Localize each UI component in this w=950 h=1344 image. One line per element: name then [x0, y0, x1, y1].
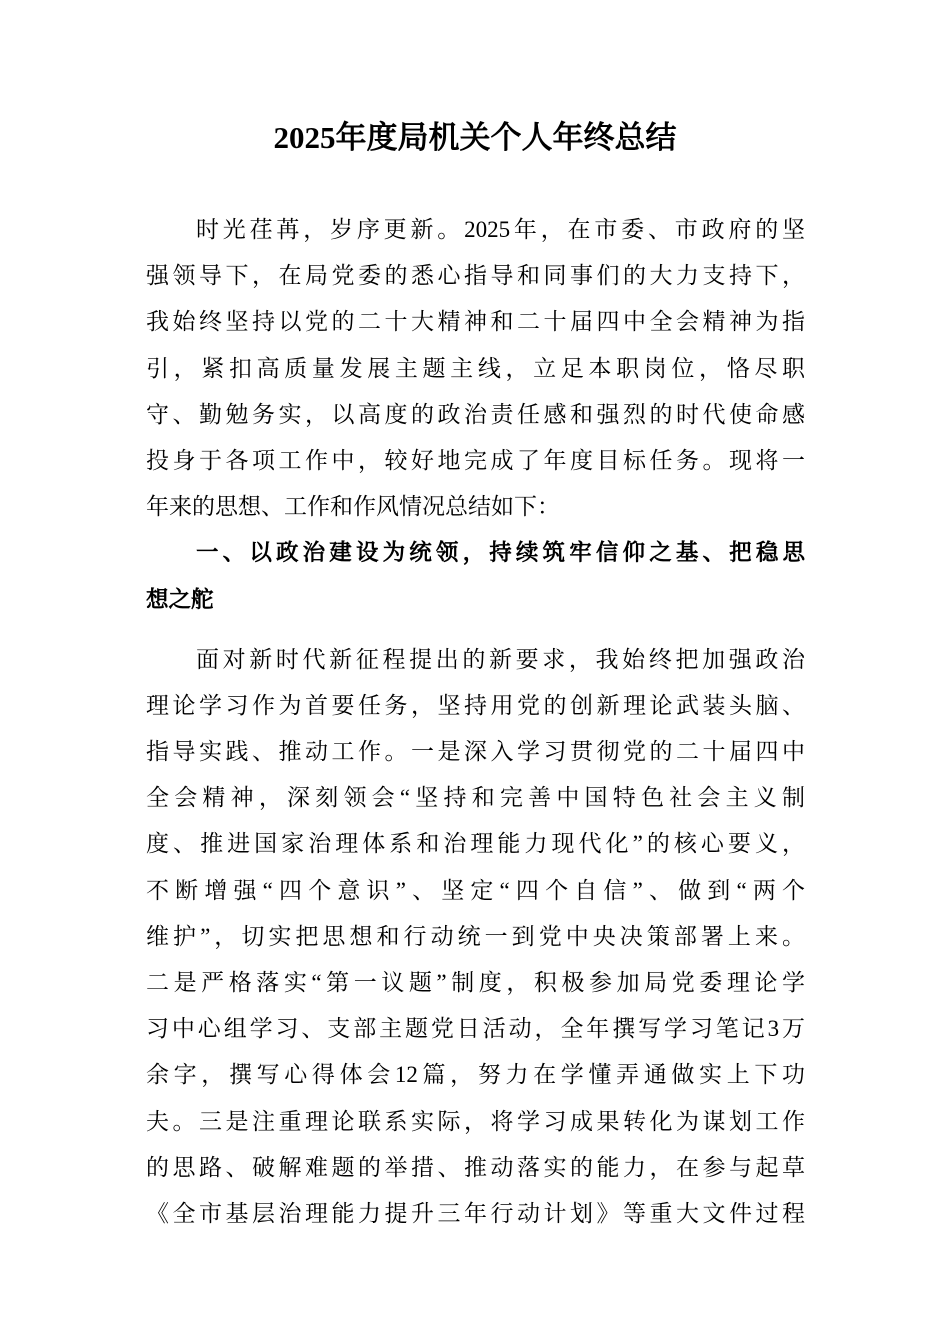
heading-line: 想之舵 — [146, 586, 214, 613]
section-heading — [146, 530, 805, 622]
document-title: 2025年度局机关个人年终总结 — [273, 120, 677, 155]
text-line: 习中心组学习、支部主题党日活动，全年撰写学习笔记3万 — [146, 1016, 805, 1042]
text-line: 度、推进国家治理体系和治理能力现代化”的核心要义， — [146, 831, 805, 857]
intro-paragraph — [146, 207, 805, 530]
text-line: 投身于各项工作中，较好地完成了年度目标任务。现将一 — [146, 447, 805, 473]
text-line: 指导实践、推动工作。一是深入学习贯彻党的二十届四中 — [146, 739, 805, 765]
text-line: 全会精神，深刻领会“坚持和完善中国特色社会主义制 — [146, 785, 805, 811]
heading-line: 一、以政治建设为统领，持续筑牢信仰之基、把稳思 — [196, 540, 805, 567]
text-line: 不断增强“四个意识”、坚定“四个自信”、做到“两个 — [146, 877, 805, 903]
document-body — [146, 207, 805, 1237]
text-line: 强领导下，在局党委的悉心指导和同事们的大力支持下， — [146, 263, 805, 289]
text-line: 理论学习作为首要任务，坚持用党的创新理论武装头脑、 — [146, 692, 805, 718]
text-line: 年来的思想、工作和作风情况总结如下： — [146, 494, 560, 520]
text-line: 维护”，切实把思想和行动统一到党中央决策部署上来。 — [146, 923, 805, 949]
text-line: 引，紧扣高质量发展主题主线，立足本职岗位，恪尽职 — [146, 355, 805, 381]
text-line: 夫。三是注重理论联系实际，将学习成果转化为谋划工作 — [146, 1108, 805, 1134]
text-line: 余字，撰写心得体会12篇，努力在学懂弄通做实上下功 — [146, 1062, 805, 1088]
text-line: 的思路、破解难题的举措、推动落实的能力，在参与起草 — [146, 1154, 805, 1180]
text-line: 《全市基层治理能力提升三年行动计划》等重大文件过程 — [146, 1200, 805, 1226]
text-line: 二是严格落实“第一议题”制度，积极参加局党委理论学 — [146, 970, 805, 995]
section-paragraph — [146, 637, 805, 1237]
text-line: 时光荏苒，岁序更新。2025年，在市委、市政府的坚 — [196, 217, 805, 242]
text-line: 我始终坚持以党的二十大精神和二十届四中全会精神为指 — [146, 309, 805, 335]
text-line: 守、勤勉务实，以高度的政治责任感和强烈的时代使命感 — [146, 401, 805, 427]
text-line: 面对新时代新征程提出的新要求，我始终把加强政治 — [196, 646, 805, 672]
